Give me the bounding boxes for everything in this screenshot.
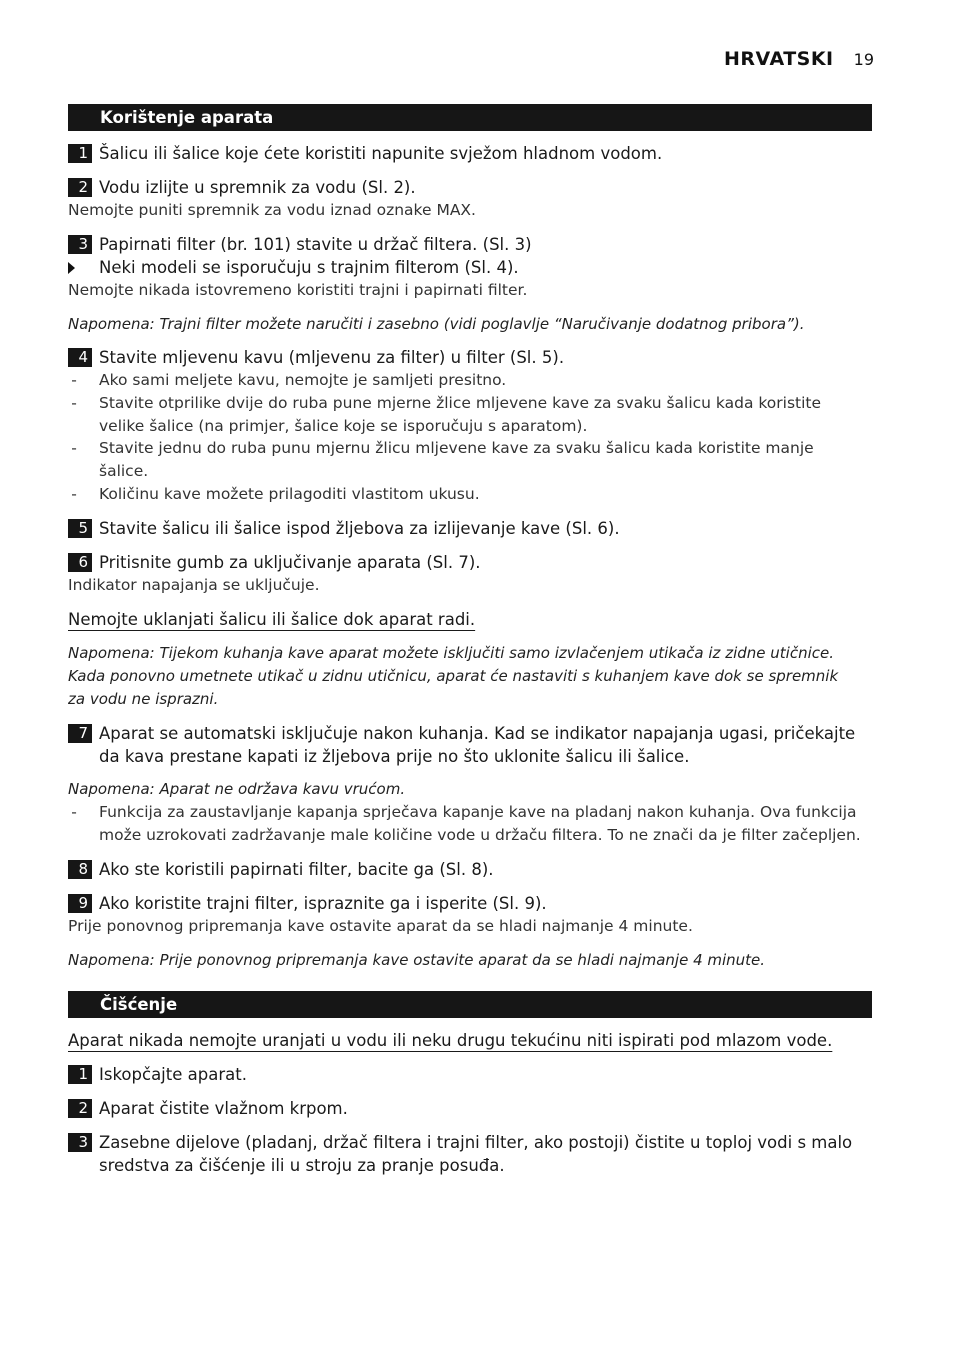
paragraph: Indikator napajanja se uključuje.	[68, 576, 320, 594]
note: Napomena: Trajni filter možete naručiti i zasebno (vidi poglavlje “Naručivanje dodatnog pribora”).	[68, 315, 805, 333]
warning-text: Nemojte uklanjati šalicu ili šalice dok aparat radi.	[68, 610, 476, 629]
paragraph: Nemojte puniti spremnik za vodu iznad oznake MAX.	[68, 201, 476, 219]
page-number: 19	[853, 50, 874, 69]
dash-bullet: -	[71, 371, 77, 389]
note-continued: Kada ponovno umetnete utikač u zidnu utičnicu, aparat će nastaviti s kuhanjem kave dok se spremnik	[68, 667, 839, 685]
step-text: Aparat čistite vlažnom krpom.	[99, 1099, 348, 1118]
step-number: 4	[68, 348, 92, 367]
note: Napomena: Tijekom kuhanja kave aparat možete isključiti samo izvlačenjem utikača iz zidne utičnice.	[68, 644, 834, 662]
step-number: 6	[68, 553, 92, 572]
page-header	[724, 48, 874, 70]
step-text: Papirnati filter (br. 101) stavite u držač filtera. (Sl. 3)	[99, 235, 532, 254]
step-number: 3	[68, 235, 92, 254]
step-number: 8	[68, 860, 92, 879]
step-number: 7	[68, 724, 92, 743]
step-number: 2	[68, 178, 92, 197]
note: Napomena: Prije ponovnog pripremanja kave ostavite aparat da se hladi najmanje 4 minute.	[68, 951, 766, 969]
note-continued: za vodu ne isprazni.	[68, 690, 219, 708]
step-number: 2	[68, 1099, 92, 1118]
paragraph: Nemojte nikada istovremeno koristiti trajni i papirnati filter.	[68, 281, 528, 299]
dash-bullet: -	[71, 485, 77, 503]
step-number: 5	[68, 519, 92, 538]
note: Napomena: Aparat ne održava kavu vrućom.	[68, 780, 406, 798]
step-text: Ako koristite trajni filter, ispraznite ga i isperite (Sl. 9).	[99, 894, 547, 913]
step-text: Aparat se automatski isključuje nakon kuhanja. Kad se indikator napajanja ugasi, pričekajte	[99, 724, 856, 743]
step-number: 1	[68, 144, 92, 163]
step-text: Stavite šalicu ili šalice ispod žljebova za izlijevanje kave (Sl. 6).	[99, 519, 620, 538]
step-number: 1	[68, 1065, 92, 1084]
language-label: HRVATSKI	[724, 48, 834, 70]
dash-bullet: -	[71, 439, 77, 457]
step-text: Stavite mljevenu kavu (mljevenu za filter) u filter (Sl. 5).	[99, 348, 565, 367]
step-text: Pritisnite gumb za uključivanje aparata (Sl. 7).	[99, 553, 481, 572]
step-number: 3	[68, 1133, 92, 1152]
step-text: Ako ste koristili papirnati filter, bacite ga (Sl. 8).	[99, 860, 494, 879]
dash-bullet: -	[71, 803, 77, 821]
section-heading-cleaning: Čišćenje	[68, 991, 872, 1018]
step-text: Iskopčajte aparat.	[99, 1065, 247, 1084]
warning-text: Aparat nikada nemojte uranjati u vodu ili neku drugu tekućinu niti ispirati pod mlazom vode.	[68, 1031, 833, 1050]
step-text: Zasebne dijelove (pladanj, držač filtera i trajni filter, ako postoji) čistite u toploj vodi s malo	[99, 1133, 853, 1152]
triangle-bullet-icon	[68, 262, 75, 274]
bullet-text: Neki modeli se isporučuju s trajnim filterom (Sl. 4).	[99, 258, 519, 277]
step-text: Šalicu ili šalice koje ćete koristiti napunite svježom hladnom vodom.	[99, 144, 663, 163]
step-number: 9	[68, 894, 92, 913]
dash-bullet: -	[71, 394, 77, 412]
step-text: Vodu izlijte u spremnik za vodu (Sl. 2).	[99, 178, 416, 197]
paragraph: Prije ponovnog pripremanja kave ostavite aparat da se hladi najmanje 4 minute.	[68, 917, 693, 935]
section-heading-usage: Korištenje aparata	[68, 104, 872, 131]
